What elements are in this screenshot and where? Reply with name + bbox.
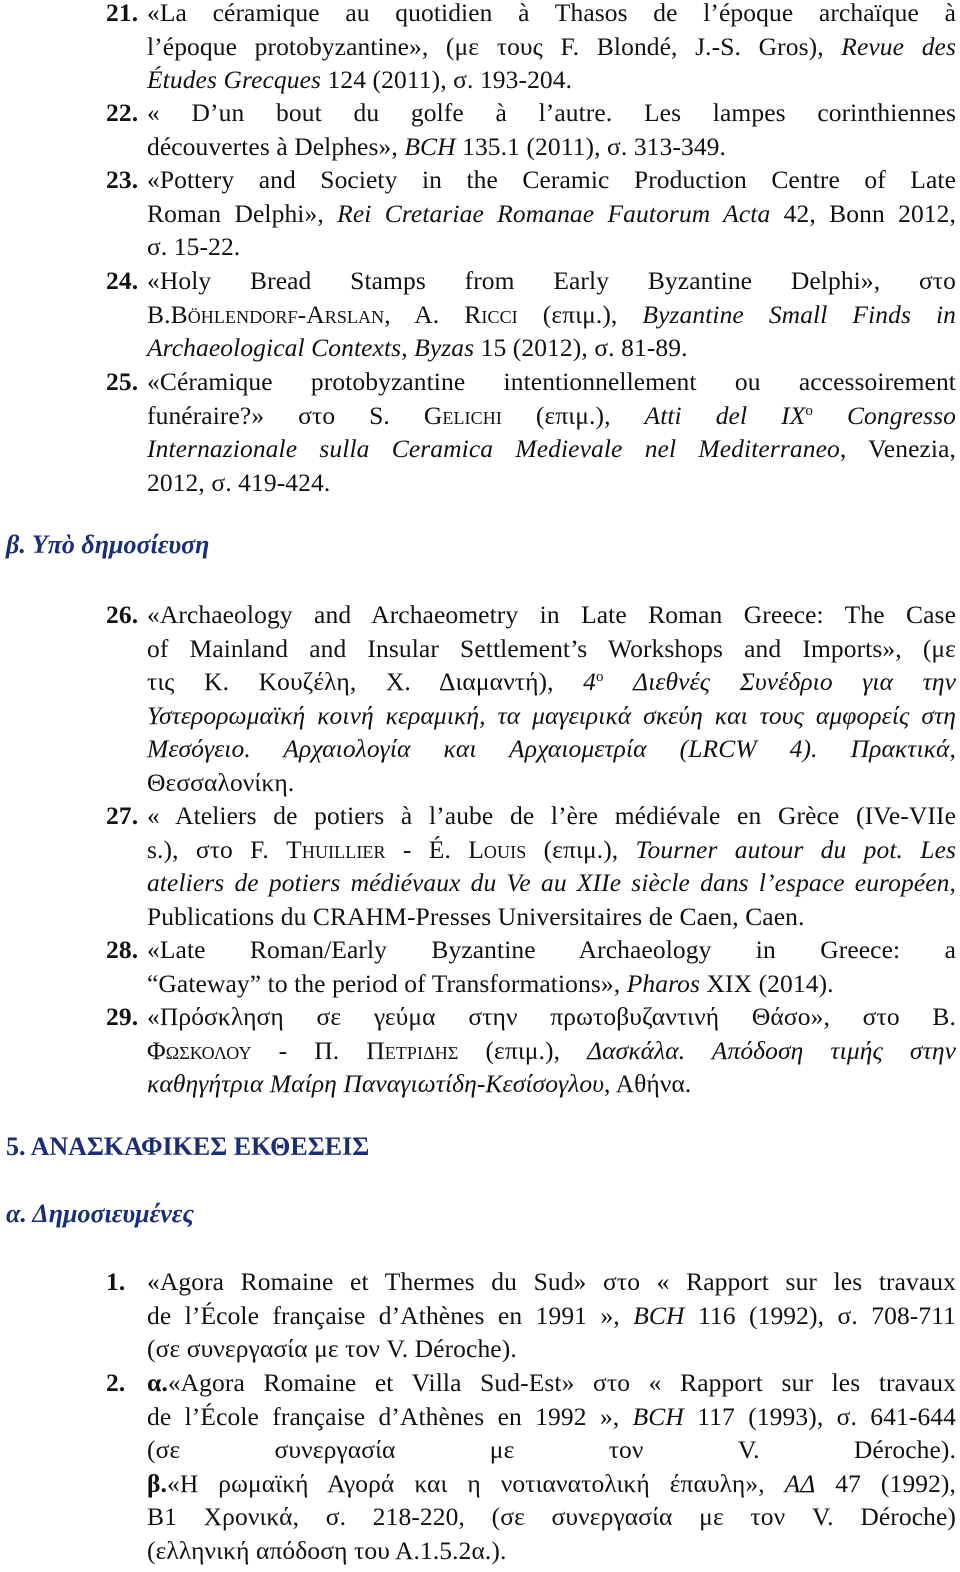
entry-line: Archaeological Contexts, Byzas 15 (2012), σ. 81-89. [147, 333, 688, 363]
entry-number: 1. [106, 1267, 126, 1296]
entry-line: Υστερορωμαϊκή κοινή κεραμική, τα μαγειρικά σκεύη και τους αμφορείς στη [147, 700, 956, 730]
entry-text [147, 365, 956, 499]
entry-line: α.«Agora Romaine et Villa Sud-Est» στο « Rapport sur les travaux [147, 1368, 956, 1397]
entry-line: « Ateliers de potiers à l’aube de l’ère médiévale en Grèce (IVe-VIIe [147, 801, 956, 830]
entry-line: «Agora Romaine et Thermes du Sud» στο « Rapport sur les travaux [147, 1267, 956, 1296]
entry-line: ateliers de potiers médiévaux du Ve au XIIe siècle dans l’espace européen, [147, 868, 956, 898]
entry-number: 26. [106, 600, 139, 629]
bibliography-entry [106, 598, 956, 800]
entry-line: B.Böhlendorf-Arslan, A. Ricci (επιμ.), Byzantine Small Finds in [147, 299, 956, 329]
entry-line: of Mainland and Insular Settlement’s Workshops and Imports», (με [147, 633, 956, 663]
entry-text [147, 1366, 956, 1568]
heading-excavation-reports: 5. ΑΝΑΣΚΑΦΙΚΕΣ ΕΚΘΕΣΕΙΣ [6, 1132, 370, 1161]
entry-line: l’époque protobyzantine», (με τους F. Blondé, J.-S. Gros), Revue des [147, 31, 956, 61]
entry-number: 23. [106, 165, 139, 194]
entry-line: «Πρόσκληση σε γεύμα στην πρωτοβυζαντινή Θάσο», στο Β. [147, 1002, 956, 1031]
entry-line: (σε συνεργασία με τον V. Déroche). [147, 1334, 517, 1364]
entry-line: Publications du CRAHM-Presses Universitaires de Caen, Caen. [147, 901, 805, 931]
bibliography-entry [106, 163, 956, 264]
entry-line: «Late Roman/Early Byzantine Archaeology in Greece: a [147, 935, 956, 964]
entry-line: τις Κ. Κουζέλη, Χ. Διαμαντή), $4^o$ Διεθνές Συνέδριο για την [147, 667, 956, 697]
entry-number: 21. [106, 0, 139, 27]
bibliography-entry [106, 1000, 956, 1101]
entry-line: découvertes à Delphes», BCH 135.1 (2011), σ. 313-349. [147, 131, 726, 161]
entry-text [147, 598, 956, 800]
entry-line: (ελληνική απόδοση του Α.1.5.2α.). [147, 1535, 507, 1565]
heading-forthcoming: β. Υπὸ δημοσίευση [6, 530, 210, 559]
entry-line: Roman Delphi», Rei Cretariae Romanae Fautorum Acta 42, Bonn 2012, [147, 198, 956, 228]
entry-line: β.«Η ρωμαϊκή Αγορά και η νοτιανατολική έπαυλη», ΑΔ 47 (1992), [147, 1468, 956, 1498]
entry-line: 2012, σ. 419-424. [147, 467, 331, 497]
entry-line: «Holy Bread Stamps from Early Byzantine Delphi», στο [147, 266, 956, 295]
entry-text [147, 264, 956, 365]
entry-text [147, 933, 956, 1000]
bibliography-entry [106, 799, 956, 933]
entry-line: Internazionale sulla Ceramica Medievale nel Mediterraneo, Venezia, [147, 434, 956, 464]
entry-line: «La céramique au quotidien à Thasos de l’époque archaïque à [147, 0, 956, 27]
entry-line: «Pottery and Society in the Ceramic Production Centre of Late [147, 165, 956, 194]
bibliography-entry [106, 0, 956, 97]
entry-line: Φωσκολου - Π. Πετριδης (επιμ.), Δασκάλα. Απόδοση τιμής στην [147, 1035, 956, 1065]
entry-line: Études Grecques 124 (2011), σ. 193-204. [147, 65, 573, 95]
entry-line: “Gateway” to the period of Transformations», Pharos XIX (2014). [147, 968, 834, 998]
heading-published: α. Δημοσιευμένες [6, 1199, 195, 1228]
entry-number: 25. [106, 367, 139, 396]
entry-number: 2. [106, 1368, 126, 1397]
entry-text [147, 163, 956, 264]
entry-number: 29. [106, 1002, 139, 1031]
bibliography-entry [106, 96, 956, 163]
entry-number: 24. [106, 266, 139, 295]
entry-text [147, 799, 956, 933]
entry-number: 28. [106, 935, 139, 964]
entry-line: de l’École française d’Athènes en 1991 », BCH 116 (1992), σ. 708-711 [147, 1300, 956, 1330]
bibliography-entry [106, 1366, 956, 1568]
bibliography-entry [106, 933, 956, 1000]
entry-line: funéraire?» στο S. Gelichi (επιμ.), Atti del $IX^o$ Congresso [147, 400, 956, 430]
entry-line: «Céramique protobyzantine intentionnellement ou accessoirement [147, 367, 956, 396]
entry-line: Β1 Χρονικά, σ. 218-220, (σε συνεργασία με τον V. Déroche) [147, 1502, 956, 1532]
entry-line: de l’École française d’Athènes en 1992 », BCH 117 (1993), σ. 641-644 [147, 1401, 956, 1431]
bibliography-entry [106, 1265, 956, 1366]
bibliography-entry [106, 264, 956, 365]
entry-line: s.), στο F. Thuillier - É. Louis (επιμ.), Tourner autour du pot. Les [147, 834, 957, 864]
entry-text [147, 96, 956, 163]
entry-line: Μεσόγειο. Αρχαιολογία και Αρχαιομετρία (LRCW 4). Πρακτικά, [147, 734, 956, 764]
bibliography-entry [106, 365, 956, 499]
entry-text [147, 1265, 956, 1366]
entry-line: καθηγήτρια Μαίρη Παναγιωτίδη-Κεσίσογλου, Αθήνα. [147, 1069, 692, 1099]
entry-line: Θεσσαλονίκη. [147, 767, 295, 797]
entry-line: (σε συνεργασία με τον V. Déroche). [147, 1435, 956, 1465]
entry-text [147, 0, 956, 97]
entry-line: σ. 15-22. [147, 232, 241, 262]
entry-number: 27. [106, 801, 139, 830]
entry-line: «Archaeology and Archaeometry in Late Roman Greece: The Case [147, 600, 956, 629]
entry-line: « D’un bout du golfe à l’autre. Les lampes corinthiennes [147, 98, 956, 127]
entry-number: 22. [106, 98, 139, 127]
entry-text [147, 1000, 956, 1101]
